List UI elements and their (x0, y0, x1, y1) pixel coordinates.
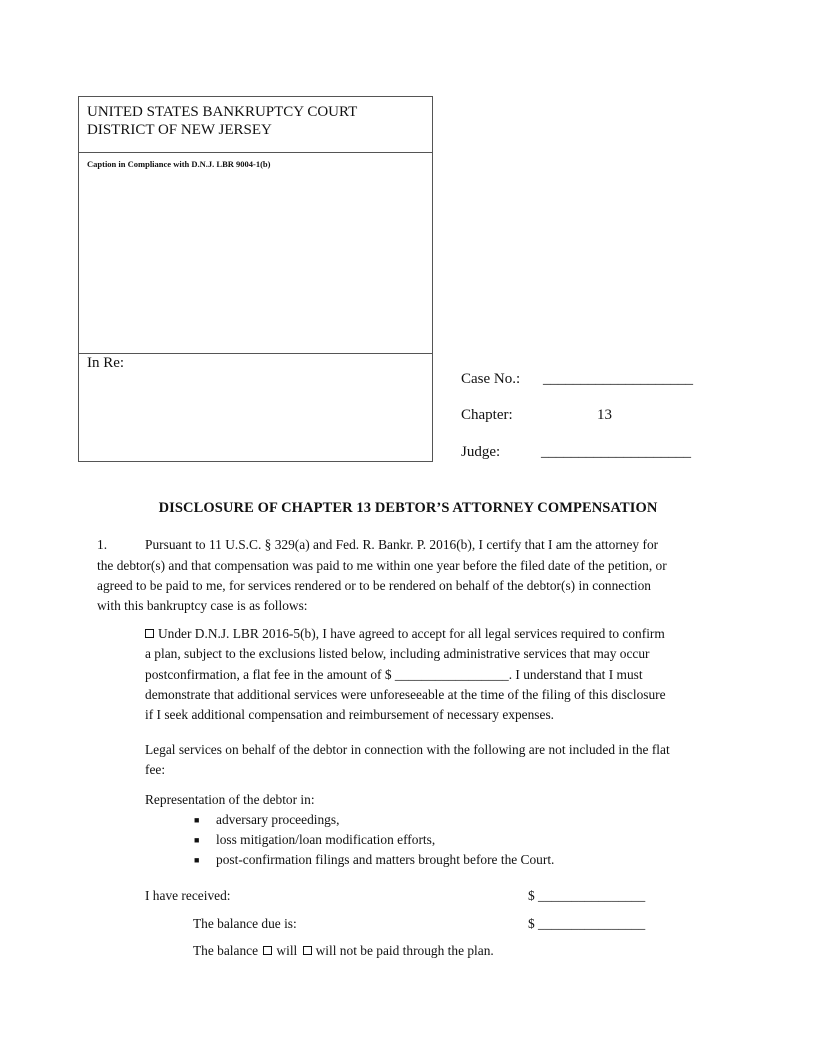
court-name: UNITED STATES BANKRUPTCY COURT (87, 104, 358, 120)
bullet-icon: ■ (194, 815, 200, 825)
document-title: DISCLOSURE OF CHAPTER 13 DEBTOR’S ATTORNEY COMPENSATION (158, 500, 658, 516)
flat-fee-line: demonstrate that additional services were unforeseeable at the time of the filing of this disclosure (145, 687, 666, 702)
caption-compliance-note: Caption in Compliance with D.N.J. LBR 9004-1(b) (87, 159, 271, 169)
representation-label: Representation of the debtor in: (145, 792, 315, 807)
section1-line: with this bankruptcy case is as follows: (97, 598, 308, 613)
will-not-checkbox[interactable] (303, 946, 312, 955)
judge-label: Judge: (461, 444, 501, 460)
case-no-field[interactable]: ____________________ (543, 371, 693, 387)
balance-plan-line: The balance will will not be paid through the plan. (193, 943, 494, 958)
exclusion-item: adversary proceedings, (216, 812, 340, 827)
exclusion-item: post-confirmation filings and matters brought before the Court. (216, 852, 555, 867)
flat-fee-line: if I seek additional compensation and reimbursement of necessary expenses. (145, 707, 555, 722)
chapter-value: 13 (597, 407, 612, 423)
exclusions-intro: fee: (145, 762, 166, 777)
court-district: DISTRICT OF NEW JERSEY (87, 122, 272, 138)
judge-field[interactable]: ____________________ (541, 444, 691, 460)
balance-due-field[interactable]: $ ________________ (528, 916, 646, 931)
balance-due-label: The balance due is: (193, 916, 297, 931)
received-label: I have received: (145, 888, 231, 903)
section-number: 1. (97, 537, 108, 552)
bullet-icon: ■ (194, 855, 200, 865)
will-checkbox[interactable] (263, 946, 272, 955)
caption-box (78, 96, 433, 462)
flat-fee-line: postconfirmation, a flat fee in the amount of $ _________________. I understand that I must (145, 667, 643, 682)
section1-line: agreed to be paid to me, for services rendered or to be rendered on behalf of the debtor(s) in connection (97, 578, 651, 593)
flat-fee-line: Under D.N.J. LBR 2016-5(b), I have agreed to accept for all legal services required to confirm (145, 624, 665, 645)
bullet-icon: ■ (194, 835, 200, 845)
in-re-label: In Re: (87, 355, 125, 371)
chapter-label: Chapter: (461, 407, 513, 423)
section1-line: the debtor(s) and that compensation was paid to me within one year before the filed date of the petition, or (97, 558, 667, 573)
case-no-label: Case No.: (461, 371, 521, 387)
caption-area (79, 153, 432, 354)
received-amount-field[interactable]: $ ________________ (528, 888, 646, 903)
section1-line: Pursuant to 11 U.S.C. § 329(a) and Fed. R. Bankr. P. 2016(b), I certify that I am the attorney for (145, 537, 659, 552)
court-header (79, 97, 432, 153)
flat-fee-checkbox[interactable] (145, 629, 154, 638)
flat-fee-line: a plan, subject to the exclusions listed below, including administrative services that may occur (145, 646, 650, 661)
exclusion-item: loss mitigation/loan modification efforts, (216, 832, 436, 847)
exclusions-intro: Legal services on behalf of the debtor in connection with the following are not included in the flat (145, 742, 670, 757)
